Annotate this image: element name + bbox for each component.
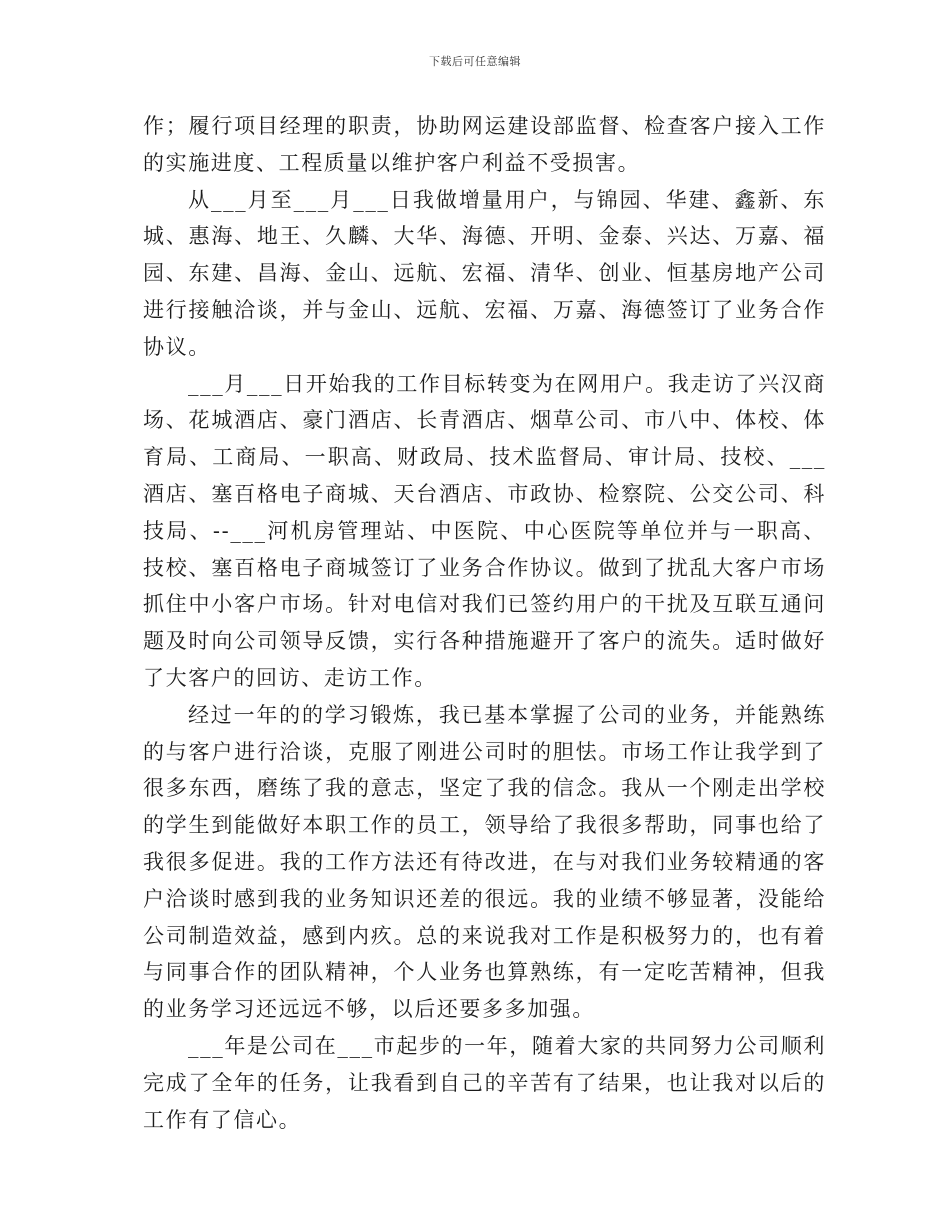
paragraph-network-users: ___月___日开始我的工作目标转变为在网用户。我走访了兴汉商场、花城酒店、豪门酒店、长青酒店、烟草公司、市八中、体校、体育局、工商局、一职高、财政局、技术监督局、审计局、技校、___酒店、塞百格电子商城、天台酒店、市政协、检察院、公交公司、科技局、--___河机房管理站、中医院、中心医院等单位并与一职高、技校、塞百格电子商城签订了业务合作协议。做到了扰乱大客户市场抓住中小客户市场。针对电信对我们已签约用户的干扰及互联互通问题及时向公司领导反馈，实行各种措施避开了客户的流失。适时做好了大客户的回访、走访工作。	[143, 371, 826, 690]
paragraph-self-reflection: 经过一年的的学习锻炼，我已基本掌握了公司的业务，并能熟练的与客户进行洽谈，克服了刚进公司时的胆怯。市场工作让我学到了很多东西，磨练了我的意志，坚定了我的信念。我从一个刚走出学校的学生到能做好本职工作的员工，领导给了我很多帮助，同事也给了我很多促进。我的工作方法还有待改进，在与对我们业务较精通的客户洽谈时感到我的业务知识还差的很远。我的业绩不够显著，没能给公司制造效益，感到内疚。总的来说我对工作是积极努力的，也有着与同事合作的团队精神，个人业务也算熟练，有一定吃苦精神，但我的业务学习还远远不够，以后还要多多加强。	[143, 702, 826, 1022]
paragraph-incremental-users: 从___月至___月___日我做增量用户，与锦园、华建、鑫新、东城、惠海、地王、久麟、大华、海德、开明、金泰、兴达、万嘉、福园、东建、昌海、金山、远航、宏福、清华、创业、恒基房地产公司进行接触洽谈，并与金山、远航、宏福、万嘉、海德签订了业务合作协议。	[143, 187, 826, 359]
paragraph-continuation: 作；履行项目经理的职责，协助网运建设部监督、检查客户接入工作的实施进度、工程质量以维护客户利益不受损害。	[143, 114, 826, 175]
document-body	[143, 108, 826, 1138]
page-header-note: 下载后可任意编辑	[429, 55, 521, 68]
paragraph-year-summary: ___年是公司在___市起步的一年，随着大家的共同努力公司顺利完成了全年的任务，让我看到自己的辛苦有了结果，也让我对以后的工作有了信心。	[143, 1033, 826, 1132]
